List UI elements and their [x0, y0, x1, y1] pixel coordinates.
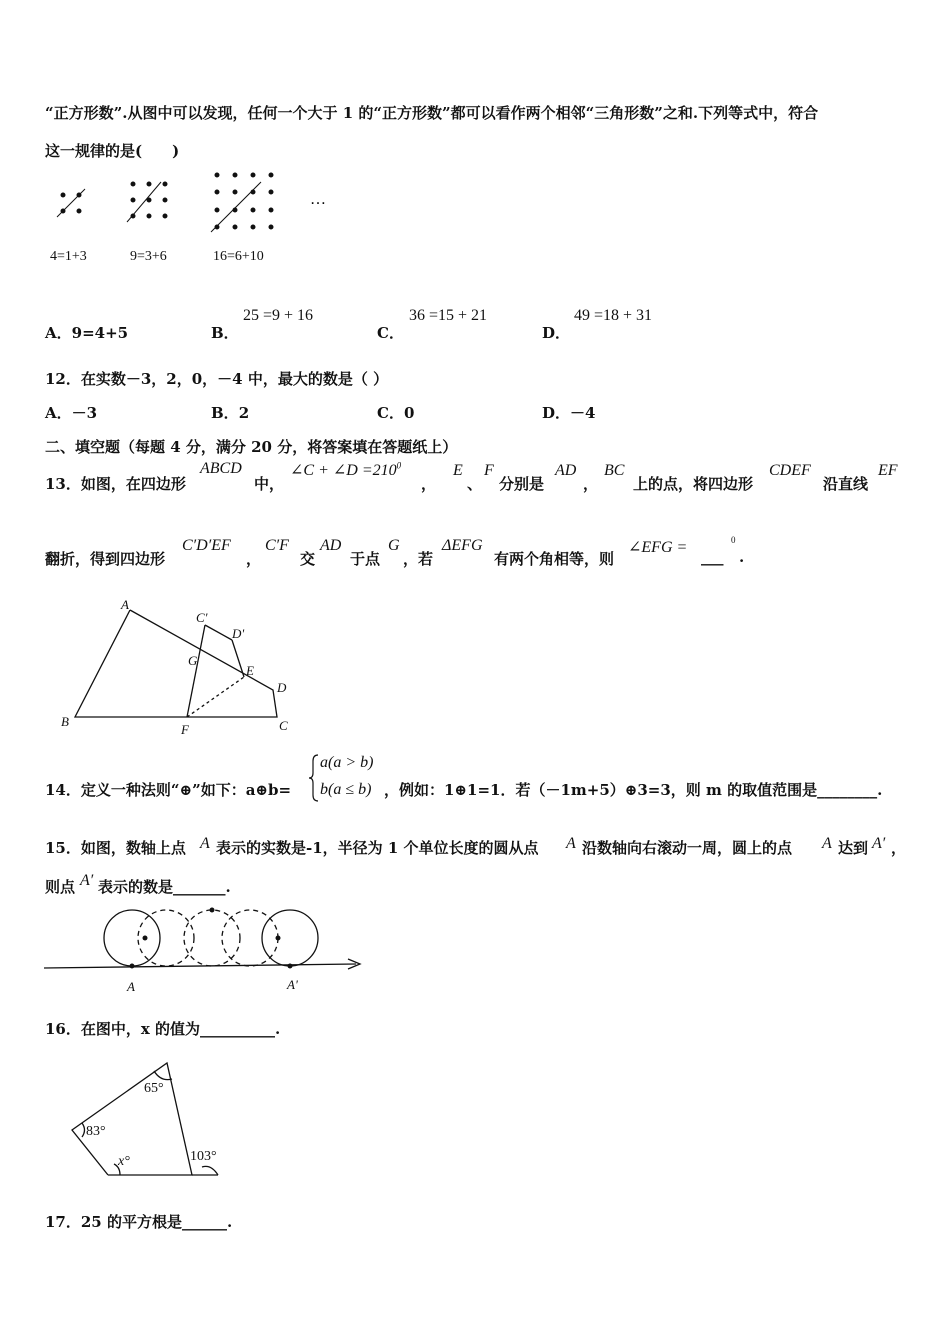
label-a: A [121, 597, 129, 612]
q13-ef: EF [878, 462, 898, 479]
q15-a-prime-2: A′ [80, 872, 94, 889]
label-d: D [277, 680, 287, 695]
q13-text-13: 有两个角相等，则 [494, 550, 615, 568]
q13-text-3: ， [421, 475, 437, 493]
q12-option-a: A．－3 [45, 404, 98, 422]
q13-cdef: CDEF [769, 462, 811, 479]
label-e: E [246, 663, 254, 678]
q12-option-b: B．2 [211, 404, 250, 422]
q13-text-4: 分别是 [499, 475, 545, 493]
axis-label-a-prime: A' [287, 977, 298, 992]
q15-a: A [200, 835, 210, 852]
q13-text-8: 翻折，得到四边形 [45, 550, 166, 568]
caption-1: 4=1+3 [50, 249, 87, 264]
q13-text-1: 13．如图，在四边形 [45, 475, 186, 493]
q17-stem: 17．25 的平方根是______. [45, 1213, 233, 1231]
q11-option-a: A．9=4+5 [45, 324, 129, 342]
q11-option-b-text: 25 =9 + 16 [243, 307, 314, 324]
q13-text-10: 交 [300, 550, 316, 568]
q13-ad2: AD [320, 537, 342, 554]
q13-degree: 0 [731, 535, 736, 545]
q13-text-5: ， [583, 475, 599, 493]
angle-103: 103° [190, 1149, 217, 1164]
label-f: F [181, 722, 189, 737]
q13-sep: 、 [467, 475, 483, 493]
q16-stem: 16．在图中，x 的值为__________. [45, 1020, 281, 1038]
q13-efg: ∠EFG = [628, 539, 688, 556]
q11-option-d-label: D． [542, 324, 571, 342]
label-g: G [188, 653, 198, 668]
label-c-prime: C' [196, 610, 208, 625]
caption-2: 9=3+6 [130, 249, 167, 264]
q15-a2: A [566, 835, 576, 852]
q11-option-c-text: 36 =15 + 21 [409, 307, 488, 324]
piecewise-brace [308, 753, 320, 803]
q15-text-7: 表示的数是_______. [98, 878, 231, 896]
q12-option-c: C．0 [377, 404, 415, 422]
q11-option-b-label: B． [211, 324, 239, 342]
q13-e: E [453, 462, 463, 479]
q11-stem-line2: 这一规律的是( ) [45, 142, 180, 160]
q13-text-7: 沿直线 [823, 475, 869, 493]
q14-text-2: ，例如：1⊕1=1．若（－1m+5）⊕3=3，则 m 的取值范围是________. [384, 781, 883, 799]
section-heading: 二、填空题（每题 4 分，满分 20 分，将答案填在答题纸上） [45, 438, 458, 456]
q11-option-c-label: C． [377, 324, 404, 342]
q15-text-6: 则点 [45, 878, 76, 896]
q13-text-12: ，若 [403, 550, 434, 568]
q15-text-2: 表示的实数是-1，半径为 1 个单位长度的圆从点 [216, 839, 539, 857]
q15-a-prime: A′ [872, 835, 886, 852]
q15-a3: A [822, 835, 832, 852]
label-b: B [61, 714, 69, 729]
q11-option-d-text: 49 =18 + 31 [574, 307, 653, 324]
q14-case-1: a(a > b) [320, 754, 374, 771]
q13-bc: BC [604, 462, 625, 479]
q13-abcd: ABCD [200, 460, 242, 477]
q11-stem-line1: “正方形数”.从图中可以发现，任何一个大于 1 的“正方形数”都可以看作两个相邻“三角形数”之和.下列等式中，符合 [45, 104, 819, 122]
angle-83: 83° [86, 1124, 106, 1139]
label-c: C [279, 718, 288, 733]
q15-text-3: 沿数轴向右滚动一周，圆上的点 [582, 839, 793, 857]
rolling-circle-figure [44, 900, 366, 996]
q13-g: G [388, 537, 400, 554]
q15-text-4: 达到 [838, 839, 869, 857]
q14-case-2: b(a ≤ b) [320, 781, 372, 798]
dots-ellipsis: … [310, 191, 326, 208]
q13-text-11: 于点 [350, 550, 381, 568]
pentagon-angle-figure [62, 1055, 252, 1185]
q15-text-1: 15．如图，数轴上点 [45, 839, 186, 857]
q13-cdef2: C′D′EF [182, 537, 231, 554]
dot-pattern-figure [45, 168, 345, 236]
q13-cf: C′F [265, 537, 289, 554]
q13-blank: ___ [701, 548, 724, 566]
label-d-prime: D' [232, 626, 245, 641]
q14-text-1: 14．定义一种法则“⊕”如下：a⊕b= [45, 781, 292, 799]
q13-tri: ΔEFG [442, 537, 483, 554]
angle-x: x° [118, 1154, 130, 1169]
q13-text-9: ， [246, 550, 262, 568]
caption-3: 16=6+10 [213, 249, 264, 264]
quadrilateral-fold-figure [55, 595, 305, 740]
angle-65: 65° [144, 1081, 164, 1096]
q13-text-2: 中， [254, 475, 285, 493]
q13-ad: AD [555, 462, 577, 479]
q13-f: F [484, 462, 494, 479]
axis-label-a: A [127, 979, 135, 994]
q13-period: . [739, 548, 745, 566]
q15-text-5: ， [891, 839, 907, 857]
q12-stem: 12．在实数－3，2，0，－4 中，最大的数是（ ） [45, 370, 389, 388]
q13-angle-sum: ∠C + ∠D $=210^0$ [290, 460, 402, 479]
q12-option-d: D．－4 [542, 404, 596, 422]
q13-text-6: 上的点，将四边形 [633, 475, 754, 493]
